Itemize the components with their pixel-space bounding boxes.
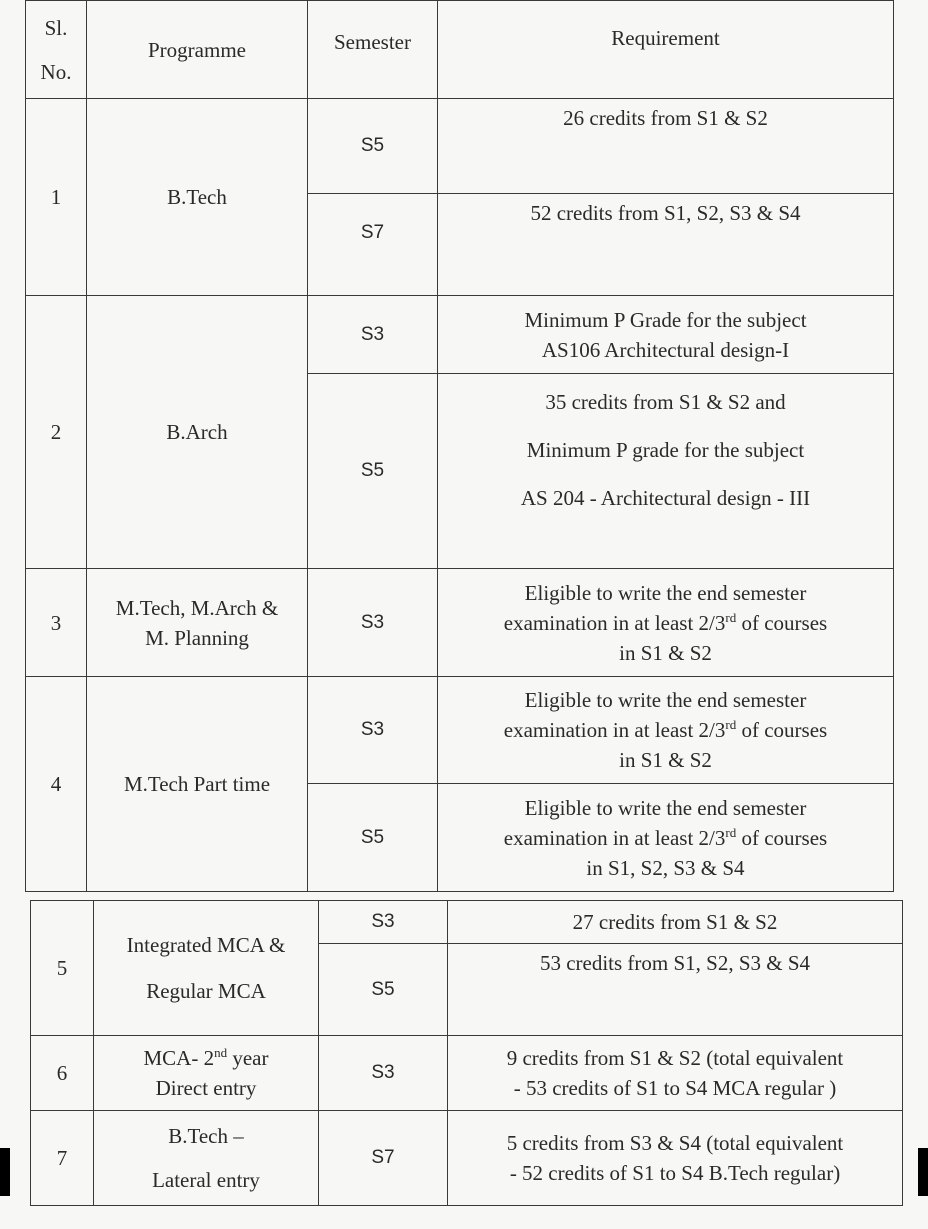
requirement [438,374,894,569]
eligibility-table [25,0,894,892]
requirement-line: - 53 credits of S1 to S4 MCA regular ) [513,1076,837,1100]
programme [87,569,308,677]
requirement-line: of courses [736,610,828,635]
sl-no: 4 [26,677,87,892]
programme-line: MCA- 2 [143,1046,215,1070]
requirement-line: Minimum P grade for the subject [526,438,805,462]
header-sl-no [26,1,87,99]
sl-no: 7 [31,1111,94,1206]
header-requirement: Requirement [438,1,894,99]
sl-no: 1 [26,99,87,296]
semester: S5 [308,99,438,194]
requirement-line: 9 credits from S1 & S2 (total equivalent [506,1046,844,1070]
requirement: 52 credits from S1, S2, S3 & S4 [438,194,894,296]
table-row [31,1111,903,1206]
requirement-line: examination in at least 2/3 [503,610,726,635]
sl-no: 6 [31,1036,94,1111]
requirement-line: Eligible to write the end semester [524,580,807,605]
semester: S5 [308,374,438,569]
requirement [448,1111,903,1206]
scan-edge-left [0,1148,10,1196]
programme-line: Regular MCA [146,979,266,1003]
requirement-line: AS106 Architectural design-I [541,337,790,362]
programme [94,1111,319,1206]
programme-line: Direct entry [155,1076,257,1100]
programme-line: year [227,1046,269,1070]
programme-line: Integrated MCA & [126,933,286,957]
programme-line: M.Tech, M.Arch & [115,595,279,620]
table-row [31,1036,903,1111]
programme-line: B.Tech – [168,1124,244,1148]
requirement-line: examination in at least 2/3 [503,825,726,850]
table-row [26,99,894,194]
requirement: 27 credits from S1 & S2 [448,901,903,944]
semester: S3 [308,296,438,374]
superscript: nd [214,1045,228,1060]
table-row [31,901,903,944]
table-row [26,677,894,784]
scan-edge-right [918,1148,928,1196]
requirement-line: Minimum P Grade for the subject [524,307,807,332]
header-no-text: No. [40,59,72,84]
superscript: rd [725,824,737,840]
requirement-line: in S1 & S2 [619,640,712,665]
programme: B.Tech [87,99,308,296]
eligibility-table-continued [30,900,903,1206]
requirement-line: - 52 credits of S1 to S4 B.Tech regular) [509,1161,841,1185]
table-row [26,569,894,677]
requirement [438,677,894,784]
sl-no: 3 [26,569,87,677]
requirement-line: in S1, S2, S3 & S4 [586,855,745,880]
requirement-line: of courses [736,718,828,742]
semester: S3 [308,569,438,677]
superscript: rd [725,717,737,732]
header-row [26,1,894,99]
requirement: 53 credits from S1, S2, S3 & S4 [448,944,903,1036]
requirement-line: Eligible to write the end semester [524,688,807,712]
requirement-line: Eligible to write the end semester [524,795,807,820]
requirement-line: 35 credits from S1 & S2 and [545,390,786,414]
programme-line: M. Planning [145,625,249,650]
header-sl-text: Sl. [44,15,68,40]
programme [94,1036,319,1111]
programme-line: Lateral entry [152,1168,260,1192]
header-programme: Programme [87,1,308,99]
programme: B.Arch [87,296,308,569]
programme [94,901,319,1036]
requirement-line: in S1 & S2 [619,748,712,772]
semester: S3 [319,901,448,944]
requirement-line: examination in at least 2/3 [503,718,726,742]
requirement-line: AS 204 - Architectural design - III [520,486,811,510]
requirement [448,1036,903,1111]
semester: S5 [319,944,448,1036]
superscript: rd [725,609,737,625]
header-semester: Semester [308,1,438,99]
semester: S3 [308,677,438,784]
requirement [438,296,894,374]
requirement [438,784,894,892]
semester: S3 [319,1036,448,1111]
semester: S5 [308,784,438,892]
sl-no: 5 [31,901,94,1036]
requirement-line: 5 credits from S3 & S4 (total equivalent [506,1131,844,1155]
requirement: 26 credits from S1 & S2 [438,99,894,194]
semester: S7 [308,194,438,296]
requirement-line: of courses [736,825,828,850]
semester: S7 [319,1111,448,1206]
requirement [438,569,894,677]
programme: M.Tech Part time [87,677,308,892]
table-row [26,296,894,374]
sl-no: 2 [26,296,87,569]
